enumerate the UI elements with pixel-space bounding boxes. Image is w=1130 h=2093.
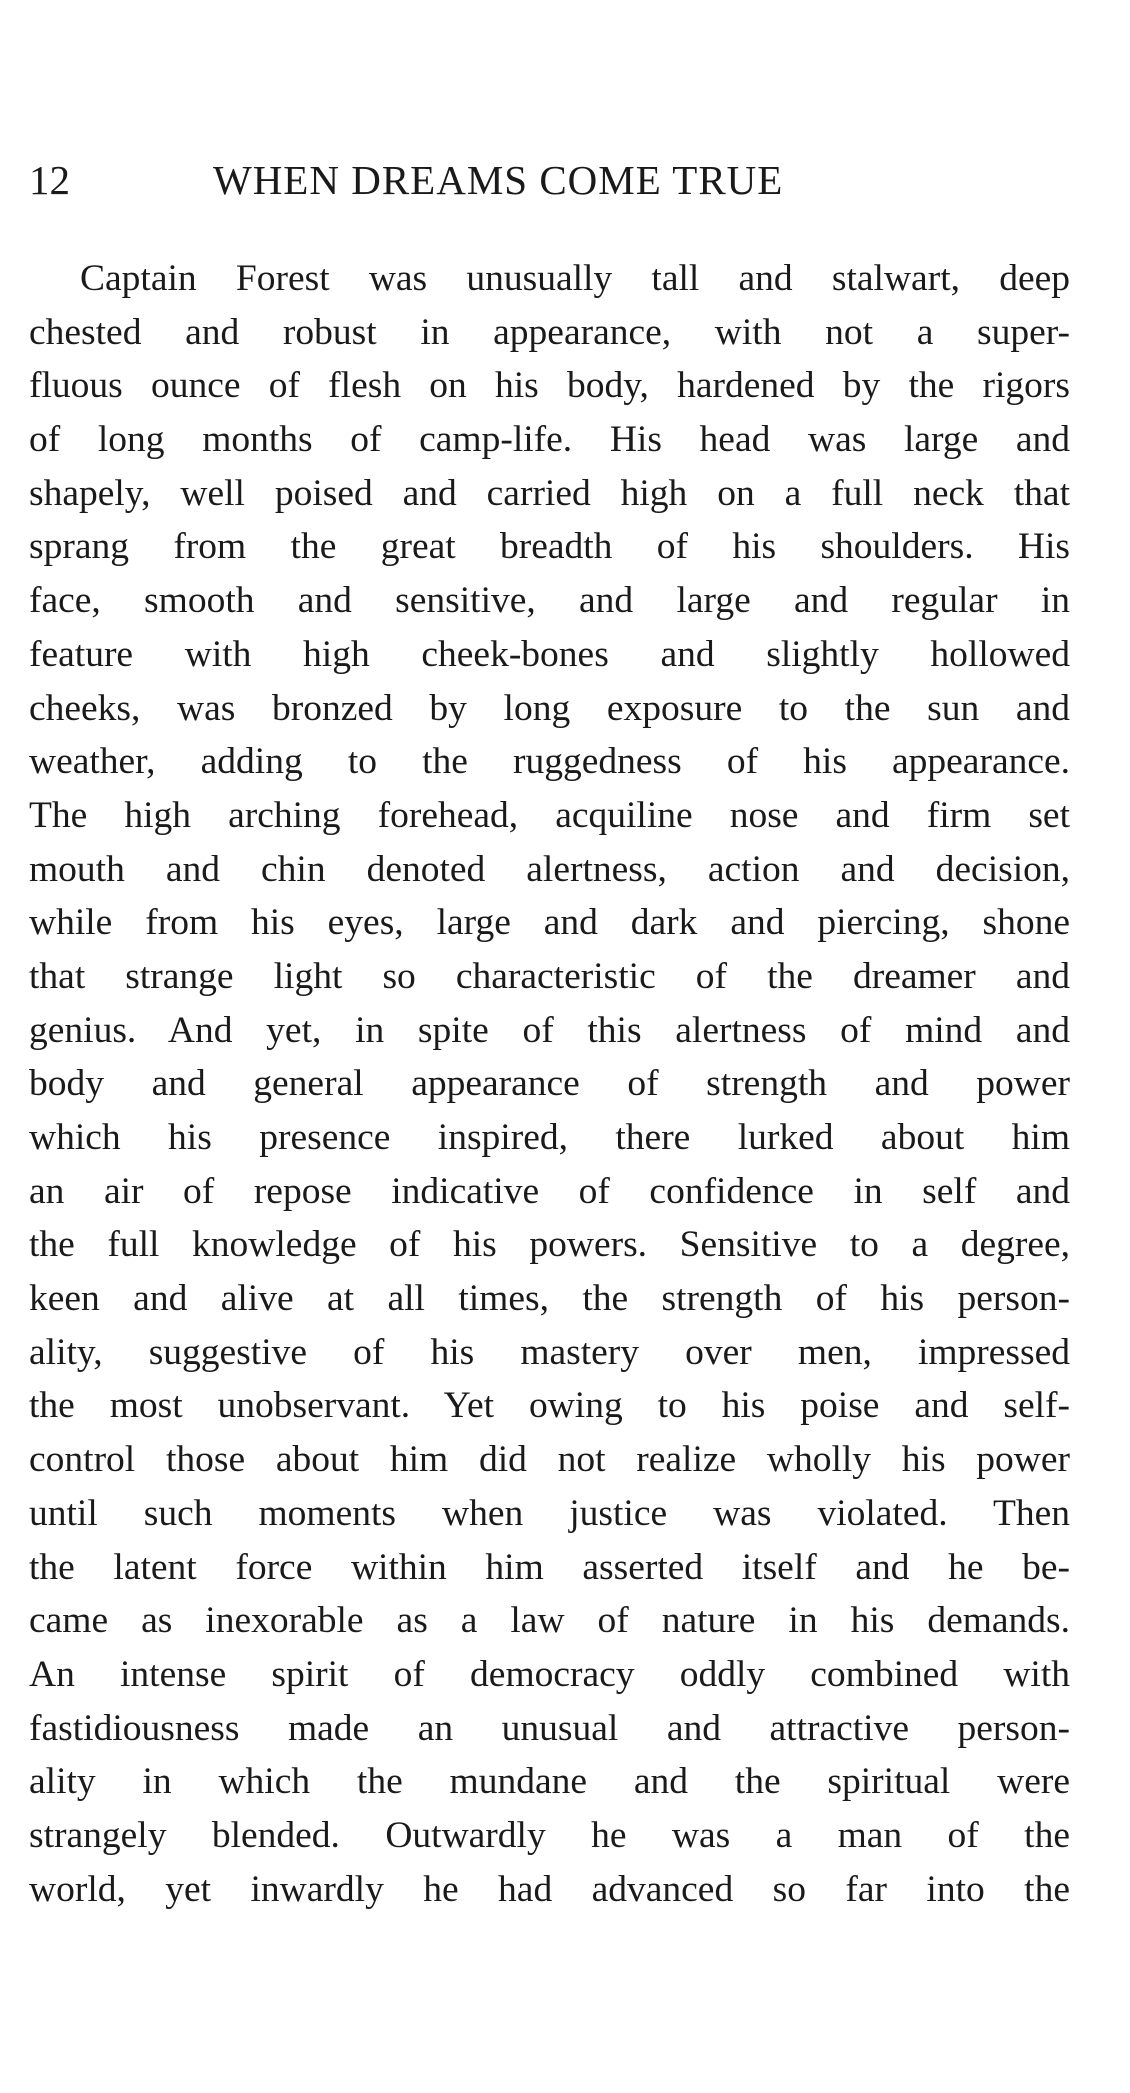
text-line: the latent force within him asserted itself and he be- <box>29 1546 1070 1588</box>
text-line: came as inexorable as a law of nature in his demands. <box>29 1600 1070 1642</box>
text-line: that strange light so characteristic of the dreamer and <box>29 955 1070 997</box>
text-line: fastidiousness made an unusual and attractive person- <box>29 1707 1070 1749</box>
text-line: chested and robust in appearance, with not a super- <box>29 311 1070 353</box>
text-line: ality in which the mundane and the spiritual were <box>29 1761 1070 1803</box>
text-line: world, yet inwardly he had advanced so far into the <box>29 1868 1070 1910</box>
text-line: The high arching forehead, acquiline nose and firm set <box>29 794 1070 836</box>
text-line: body and general appearance of strength and power <box>29 1063 1070 1105</box>
text-line: cheeks, was bronzed by long exposure to the sun and <box>29 687 1070 729</box>
text-line: shapely, well poised and carried high on a full neck that <box>29 472 1070 514</box>
text-line: Captain Forest was unusually tall and stalwart, deep <box>80 258 1070 299</box>
text-line: face, smooth and sensitive, and large and regular in <box>29 580 1070 622</box>
text-line: an air of repose indicative of confidence in self and <box>29 1170 1070 1212</box>
text-line: genius. And yet, in spite of this alertness of mind and <box>29 1009 1070 1051</box>
text-line: keen and alive at all times, the strength of his person- <box>29 1278 1070 1320</box>
text-line: the most unobservant. Yet owing to his poise and self- <box>29 1385 1070 1427</box>
text-line: ality, suggestive of his mastery over men, impressed <box>29 1331 1070 1373</box>
page-number: 12 <box>29 157 70 203</box>
text-line: mouth and chin denoted alertness, action and decision, <box>29 848 1070 890</box>
text-line: sprang from the great breadth of his shoulders. His <box>29 526 1070 568</box>
text-line: control those about him did not realize wholly his power <box>29 1439 1070 1481</box>
text-line: An intense spirit of democracy oddly combined with <box>29 1653 1070 1695</box>
running-head <box>29 152 1069 208</box>
body-paragraph <box>29 252 1070 1916</box>
text-line: strangely blended. Outwardly he was a man of the <box>29 1814 1070 1856</box>
running-title: WHEN DREAMS COME TRUE <box>213 157 784 203</box>
text-line: fluous ounce of flesh on his body, hardened by the rigors <box>29 365 1070 407</box>
text-line: while from his eyes, large and dark and piercing, shone <box>29 902 1070 944</box>
text-line: until such moments when justice was violated. Then <box>29 1492 1070 1534</box>
text-line: feature with high cheek-bones and slightly hollowed <box>29 633 1070 675</box>
text-line: of long months of camp-life. His head was large and <box>29 419 1070 461</box>
text-line: weather, adding to the ruggedness of his appearance. <box>29 741 1070 783</box>
text-line: which his presence inspired, there lurked about him <box>29 1117 1070 1158</box>
text-line: the full knowledge of his powers. Sensitive to a degree, <box>29 1224 1070 1266</box>
